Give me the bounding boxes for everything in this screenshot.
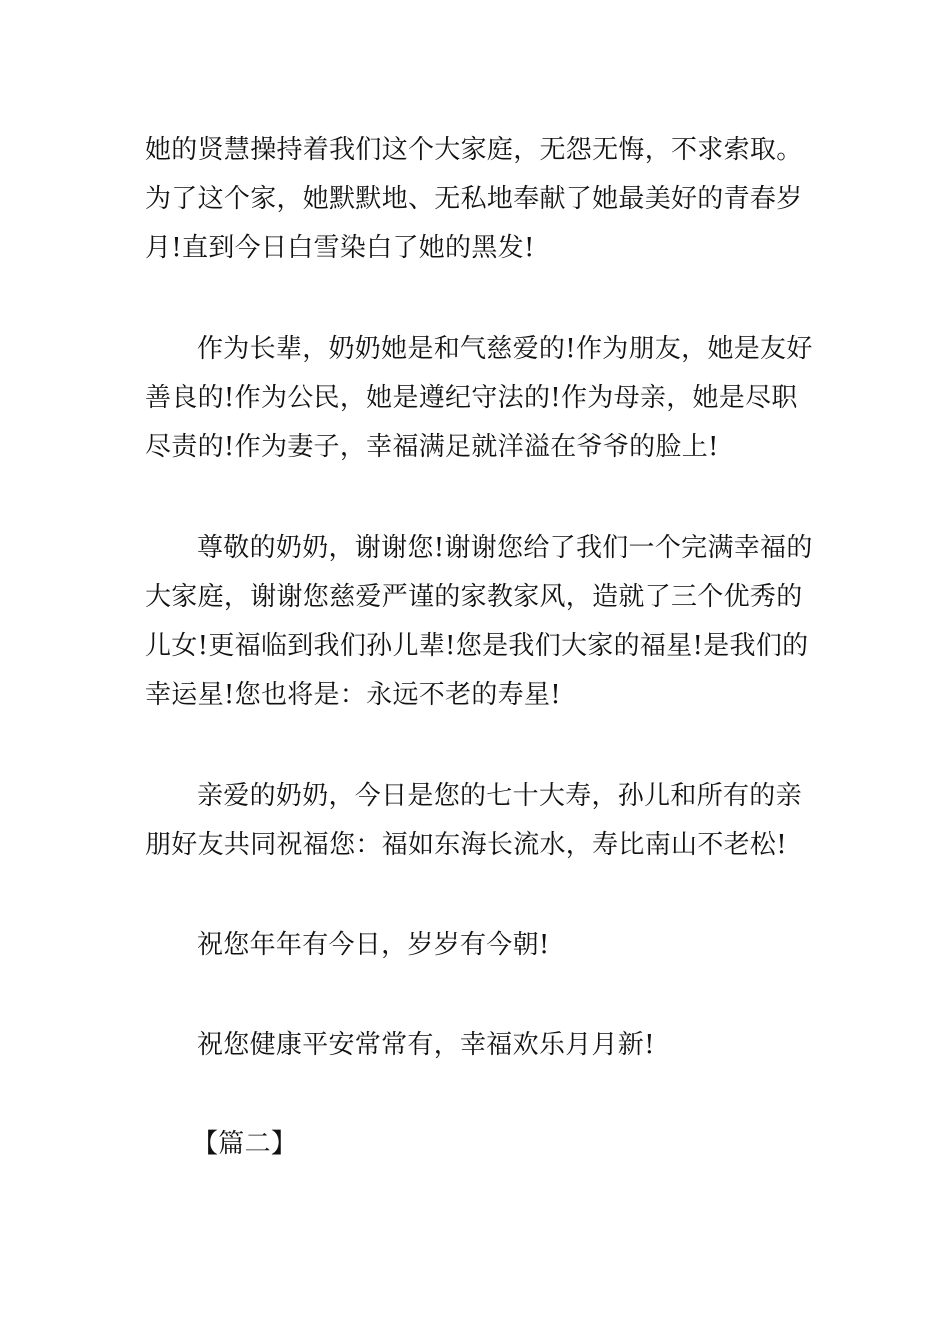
paragraph-1-line-2: 为了这个家，她默默地、无私地奉献了她最美好的青春岁 xyxy=(145,184,803,214)
paragraph-6-line-1: 祝您健康平安常常有，幸福欢乐月月新! xyxy=(197,1030,655,1060)
paragraph-3-line-1: 尊敬的奶奶，谢谢您!谢谢您给了我们一个完满幸福的 xyxy=(197,533,813,563)
paragraph-4-line-2: 朋好友共同祝福您：福如东海长流水，寿比南山不老松! xyxy=(145,830,787,860)
paragraph-1-line-1: 她的贤慧操持着我们这个大家庭，无怨无悔，不求索取。 xyxy=(145,135,803,165)
paragraph-2-line-2: 善良的!作为公民，她是遵纪守法的!作为母亲，她是尽职 xyxy=(145,383,798,413)
paragraph-1-line-3: 月!直到今日白雪染白了她的黑发! xyxy=(145,233,535,263)
paragraph-4-line-1: 亲爱的奶奶，今日是您的七十大寿，孙儿和所有的亲 xyxy=(197,781,802,811)
paragraph-3-line-2: 大家庭，谢谢您慈爱严谨的家教家风，造就了三个优秀的 xyxy=(145,582,803,612)
section-heading: 【篇二】 xyxy=(192,1129,298,1159)
paragraph-3-line-3: 儿女!更福临到我们孙儿辈!您是我们大家的福星!是我们的 xyxy=(145,631,809,661)
paragraph-2-line-1: 作为长辈，奶奶她是和气慈爱的!作为朋友，她是友好 xyxy=(197,334,813,364)
paragraph-2-line-3: 尽责的!作为妻子，幸福满足就洋溢在爷爷的脸上! xyxy=(145,432,719,462)
paragraph-5-line-1: 祝您年年有今日，岁岁有今朝! xyxy=(197,930,550,960)
paragraph-3-line-4: 幸运星!您也将是：永远不老的寿星! xyxy=(145,680,561,710)
